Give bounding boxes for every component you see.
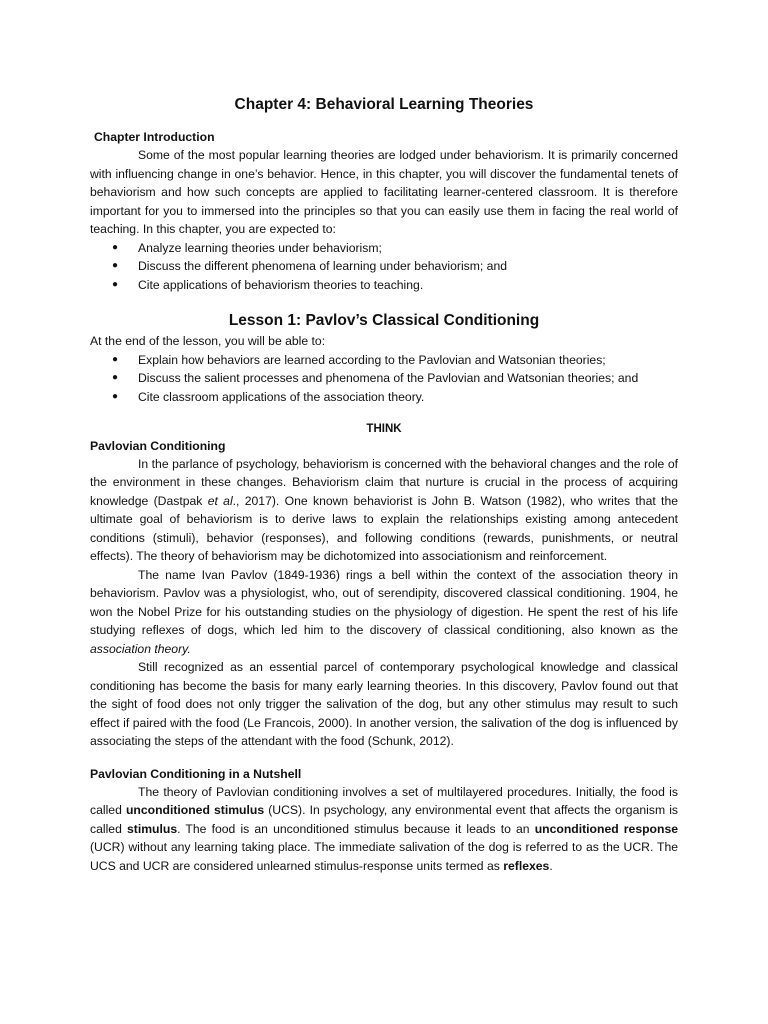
bullet-icon: ● — [112, 278, 119, 290]
chapter-title: Chapter 4: Behavioral Learning Theories — [234, 96, 534, 113]
chapter-objective: Analyze learning theories under behaviorism; — [138, 240, 382, 255]
text-run: The theory of Pavlovian conditioning involves a set of multilayered procedures. Initially, the food is called — [90, 784, 678, 818]
text-run: ., 2017). One known behaviorist is John B. Watson (1982), who writes that the ultimate goal of behaviorism is to derive laws to explain the relationships existing among antecedent conditions (stimuli), behavior (responses), and following conditions (rewards, punishments, or neutral effects). The theory of behaviorism may be dichotomized into associationism and reinforcement. — [90, 493, 678, 564]
nutshell-paragraph — [90, 783, 678, 876]
term-bold: unconditioned stimulus — [125, 803, 265, 818]
chapter-intro-heading: Chapter Introduction — [94, 130, 215, 144]
text-run: . The food is an unconditioned stimulus because it leads to an — [177, 821, 535, 836]
text-run: (UCS). In psychology, any environmental event that affects the organism is called — [90, 803, 678, 836]
list-item — [90, 351, 678, 370]
text-run: The name Ivan Pavlov (1849-1936) rings a bell within the context of the association theory in behaviorism. Pavlov was a physiologist, who, out of serendipity, discovered classical conditioning. 1904, he won the Nobel Prize for his outstanding studies on the physiology of digestion. He spent the rest of his life studying reflexes of dogs, which led him to the discovery of classical conditioning, also known as the — [90, 567, 678, 638]
bullet-icon: ● — [112, 241, 119, 253]
term-bold: stimulus — [127, 821, 178, 836]
text-run: In the parlance of psychology, behaviorism is concerned with the behavioral changes and the role of the environment in these changes. Behaviorism claim that nurture is crucial in the process of acquiring knowledge (Dastpak — [90, 456, 678, 508]
bullet-icon: ● — [112, 390, 119, 402]
lesson-objective: Cite classroom applications of the association theory. — [138, 389, 425, 404]
pavlovian-heading: Pavlovian Conditioning — [90, 438, 226, 453]
list-item — [90, 257, 678, 276]
lesson-lead: At the end of the lesson, you will be able to: — [90, 334, 326, 349]
text-run-italic: association theory. — [90, 641, 191, 656]
think-label: THINK — [366, 422, 402, 435]
list-item — [90, 239, 678, 258]
chapter-objective: Discuss the different phenomena of learning under behaviorism; and — [138, 259, 508, 274]
chapter-intro-paragraph: Some of the most popular learning theories are lodged under behaviorism. It is primarily concerned with influencing change in one’s behavior. Hence, in this chapter, you will discover the fundamental tenets of behaviorism and how such concepts are applied to facilitating learner-centered classroom. It is therefore important for you to immersed into the principles so that you can easily use them in facing the real world of teaching. In this chapter, you are expected to: — [90, 148, 678, 236]
list-item — [90, 369, 678, 388]
document-content — [90, 96, 678, 875]
lesson-objectives-list — [90, 351, 678, 407]
list-item — [90, 388, 678, 407]
bullet-icon: ● — [112, 353, 119, 365]
bullet-icon: ● — [112, 372, 119, 384]
text-run: . — [549, 858, 553, 873]
bullet-icon: ● — [112, 260, 119, 272]
text-run: (UCR) without any learning taking place. The immediate salivation of the dog is referred to as the UCR. The UCS and UCR are considered unlearned stimulus-response units termed as — [90, 840, 678, 873]
nutshell-heading: Pavlovian Conditioning in a Nutshell — [90, 766, 302, 781]
spacer — [90, 751, 678, 765]
think-paragraph-3: Still recognized as an essential parcel of contemporary psychological knowledge and classical conditioning has become the basis for many early learning theories. In this discovery, Pavlov found out that the sight of food does not only trigger the salivation of the dog, but any other stimulus may result to such effect if paired with the food (Le Francois, 2000). In another version, the salivation of the dog is influenced by associating the steps of the attendant with the food (Schunk, 2012). — [90, 660, 678, 749]
text-run-italic: et al — [207, 493, 233, 508]
list-item — [90, 276, 678, 295]
think-paragraph-2 — [90, 566, 678, 659]
term-bold: unconditioned response — [534, 821, 678, 836]
lesson-objective: Discuss the salient processes and phenomena of the Pavlovian and Watsonian theories; and — [138, 371, 639, 386]
chapter-objective: Cite applications of behaviorism theories to teaching. — [138, 277, 424, 292]
lesson-title: Lesson 1: Pavlov’s Classical Conditioning — [228, 312, 540, 330]
term-bold: reflexes — [503, 858, 550, 873]
lesson-objective: Explain how behaviors are learned according to the Pavlovian and Watsonian theories; — [138, 352, 606, 367]
think-paragraph-1 — [90, 455, 678, 566]
chapter-objectives-list — [90, 239, 678, 295]
